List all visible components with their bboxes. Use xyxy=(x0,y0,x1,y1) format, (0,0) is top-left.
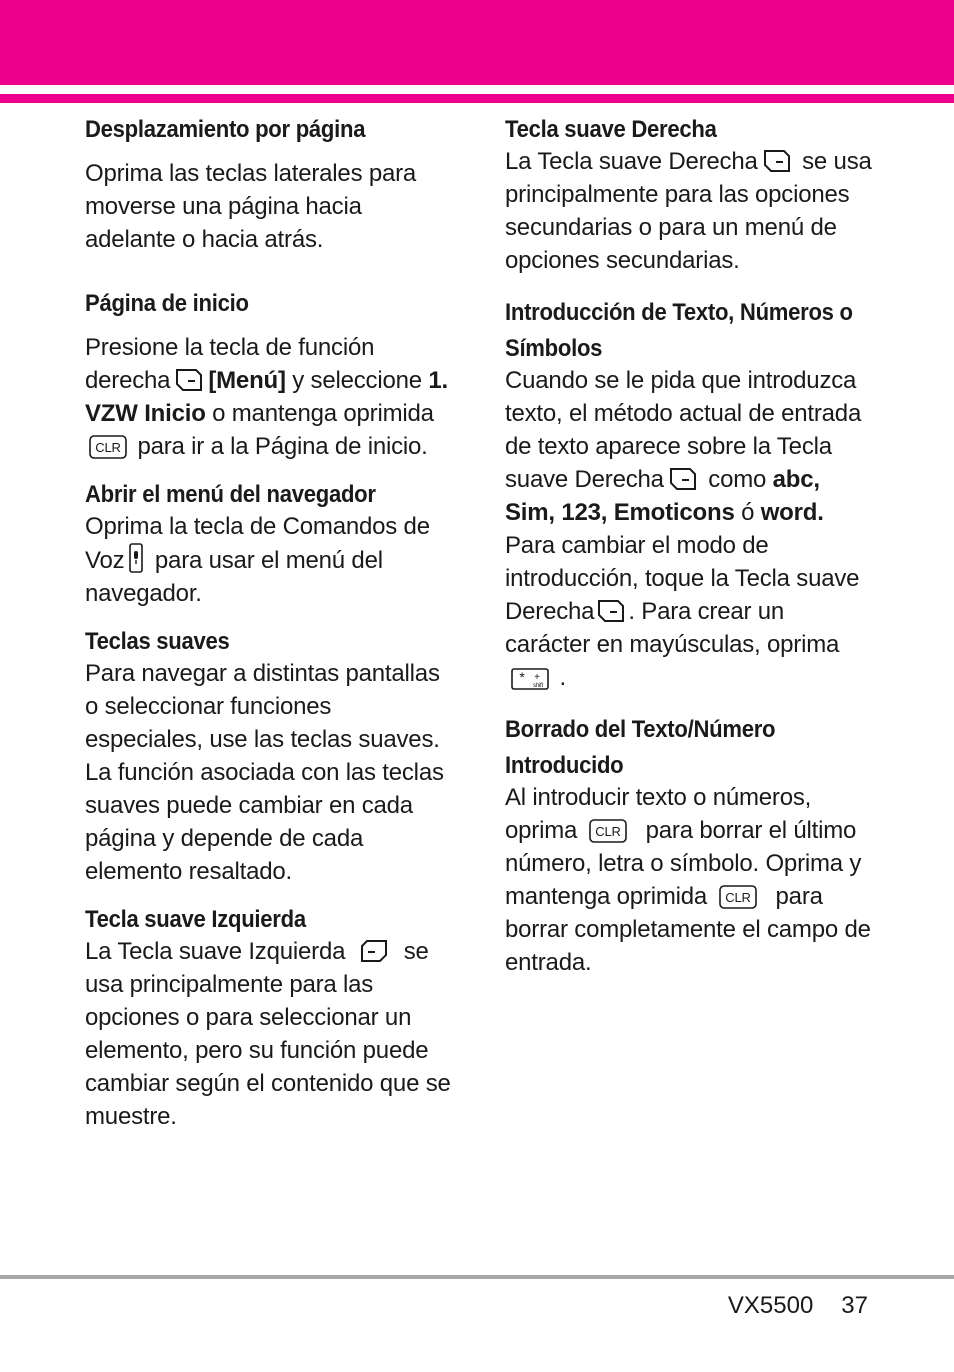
text: Oprima la tecla de Comandos de Voz xyxy=(85,513,430,574)
text: . Para crear un carácter en mayúsculas, oprima xyxy=(505,598,840,658)
footer-rule xyxy=(0,1275,954,1279)
section-title: Teclas suaves xyxy=(85,628,230,655)
text: Para cambiar el modo de introducción, toque la Tecla suave Derecha xyxy=(505,532,860,625)
text: para usar el menú del navegador. xyxy=(85,547,383,607)
section-borrado xyxy=(505,712,875,979)
text: y seleccione xyxy=(285,367,429,394)
section-teclas-suaves xyxy=(85,624,455,888)
page-footer xyxy=(728,1292,868,1320)
svg-text:CLR: CLR xyxy=(595,824,621,839)
text: para borrar completamente el campo de entrada. xyxy=(505,883,871,976)
text: como xyxy=(701,466,773,493)
header-band xyxy=(0,0,954,85)
clr-key-icon xyxy=(589,819,627,843)
section-title: Tecla suave Izquierda xyxy=(85,906,306,933)
section-body: Para navegar a distintas pantallas o seleccionar funciones especiales, use las teclas suaves. La función asociada con las teclas suaves puede cambiar en cada página y depende de cada elemento resaltado. xyxy=(85,660,444,885)
left-column xyxy=(85,112,455,1133)
section-title: Página de inicio xyxy=(85,290,249,317)
svg-text:CLR: CLR xyxy=(725,890,751,905)
text: para borrar el último número, letra o símbolo. Oprima y mantenga oprimida xyxy=(505,817,862,910)
section-body xyxy=(85,935,455,1133)
word-label: word. xyxy=(760,499,824,526)
section-body-2 xyxy=(505,529,875,694)
section-title: Borrado del Texto/Número Introducido xyxy=(505,716,776,779)
section-body xyxy=(505,145,875,277)
section-title: Introducción de Texto, Números o Símbolos xyxy=(505,299,853,362)
star-shift-key-icon xyxy=(511,668,549,690)
left-soft-key-icon xyxy=(359,938,389,964)
page-number: 37 xyxy=(841,1292,868,1319)
section-introduccion xyxy=(505,295,875,694)
menu-label: [Menú] xyxy=(208,367,286,394)
section-title: Abrir el menú del navegador xyxy=(85,481,376,508)
section-body xyxy=(505,781,875,979)
clr-key-icon xyxy=(89,435,127,459)
text: . xyxy=(553,664,566,691)
section-title: Tecla suave Derecha xyxy=(505,116,717,143)
section-body xyxy=(85,510,455,610)
model-number: VX5500 xyxy=(727,1292,814,1319)
section-pagina-inicio xyxy=(85,286,455,463)
vzw-inicio-label: 1. VZW Inicio xyxy=(85,367,449,427)
clr-key-icon xyxy=(719,885,757,909)
section-body xyxy=(85,331,455,463)
section-desplazamiento xyxy=(85,112,455,256)
text: se usa principalmente para las opciones secundarias o para un menú de opciones secundarias. xyxy=(505,148,872,274)
text: ó xyxy=(734,499,761,526)
section-body xyxy=(505,364,875,529)
right-soft-key-icon xyxy=(174,367,204,393)
text: para ir a la Página de inicio. xyxy=(131,433,428,460)
section-navegador xyxy=(85,477,455,610)
text: La Tecla suave Izquierda xyxy=(85,938,346,965)
text: Al introducir texto o números, oprima xyxy=(505,784,812,844)
svg-text:*: * xyxy=(519,669,525,685)
text: o mantenga oprimida xyxy=(205,400,434,427)
section-tecla-izquierda xyxy=(85,902,455,1133)
section-body: Oprima las teclas laterales para moverse una página hacia adelante o hacia atrás. xyxy=(85,160,417,253)
text: Cuando se le pida que introduzca texto, el método actual de entrada de texto aparece sobre la Tecla suave Derecha xyxy=(505,367,862,493)
svg-text:shift: shift xyxy=(532,683,544,689)
right-column xyxy=(505,112,875,979)
section-tecla-derecha xyxy=(505,112,875,277)
text: Presione la tecla de función derecha xyxy=(85,334,375,394)
voice-command-key-icon xyxy=(128,543,144,573)
svg-text:CLR: CLR xyxy=(95,440,121,455)
svg-text:+: + xyxy=(534,672,540,683)
right-soft-key-icon xyxy=(762,148,792,174)
text: La Tecla suave Derecha xyxy=(505,148,758,175)
section-title: Desplazamiento por página xyxy=(85,116,366,143)
right-soft-key-icon xyxy=(596,598,626,624)
header-rule xyxy=(0,94,954,103)
right-soft-key-icon xyxy=(668,466,698,492)
modes-label: abc, Sim, 123, Emoticons xyxy=(505,466,820,526)
text: se usa principalmente para las opciones o para seleccionar un elemento, pero su función puede cambiar según el contenido que se muestre. xyxy=(85,938,451,1130)
